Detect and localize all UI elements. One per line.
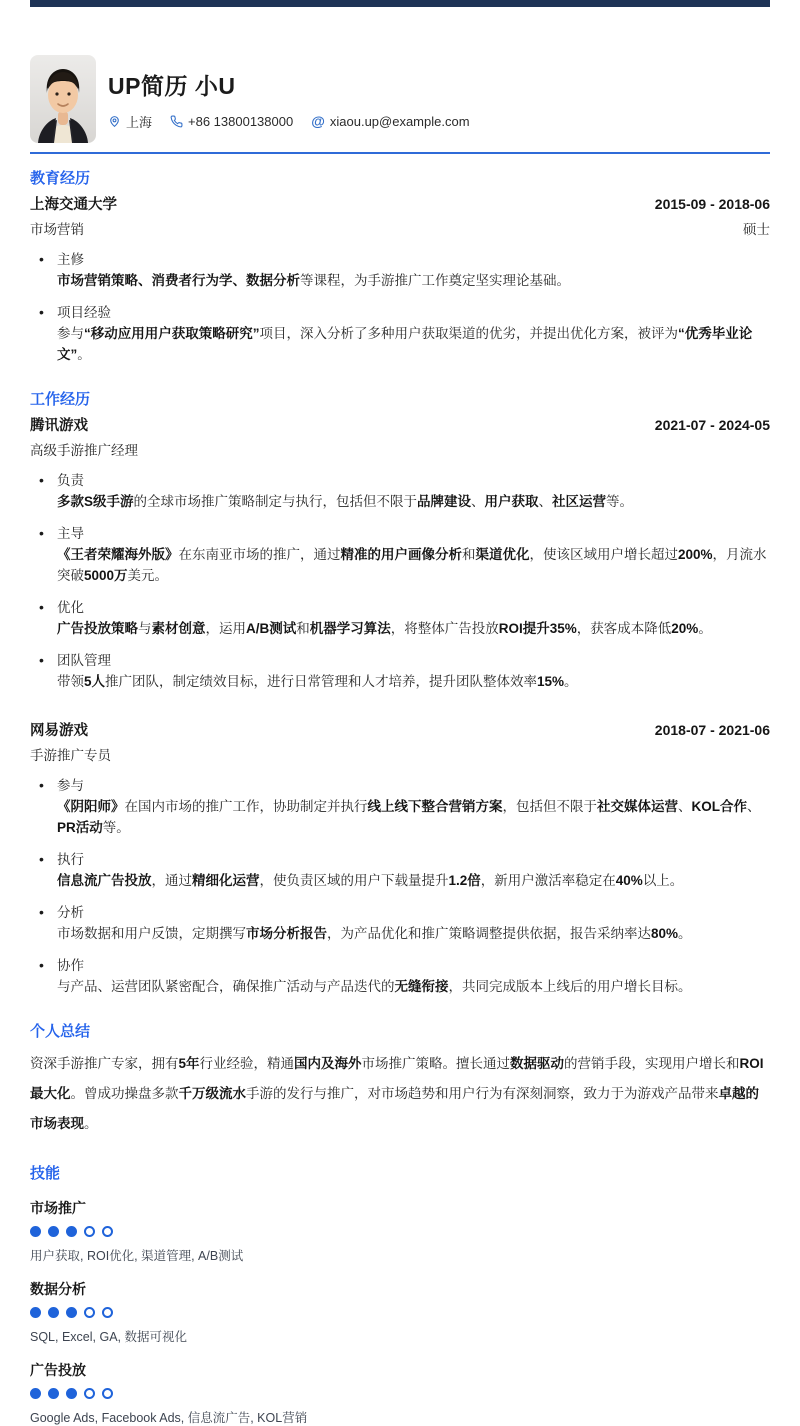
bullet-body: 广告投放策略与素材创意，运用A/B测试和机器学习算法，将整体广告投放ROI提升35%，获客成本降低20%。 [57, 621, 712, 636]
company-role: 手游推广专员 [30, 748, 111, 763]
portrait-illustration [30, 55, 96, 143]
bullet-body: 市场营销策略、消费者行为学、数据分析等课程，为手游推广工作奠定坚实理论基础。 [57, 273, 570, 288]
company-date: 2018-07 - 2021-06 [654, 722, 770, 738]
section-title-education: 教育经历 [30, 170, 91, 187]
company-block-tencent [30, 409, 770, 692]
bullet-label: • 分析 [57, 905, 84, 920]
company-bullets [30, 470, 770, 692]
company-name: 腾讯游戏 [30, 418, 88, 434]
skill-name: 广告投放 [30, 1362, 86, 1378]
school-name: 上海交通大学 [30, 197, 117, 213]
section-title-skills: 技能 [30, 1165, 61, 1182]
section-title-summary: 个人总结 [30, 1023, 91, 1040]
skill-dot-filled [30, 1226, 41, 1237]
skill-ad-placement [30, 1360, 770, 1426]
bullet-body: 信息流广告投放，通过精细化运营，使负责区域的用户下载量提升1.2倍，新用户激活率稳定在40%以上。 [57, 873, 684, 888]
resume-page [0, 55, 800, 1426]
bullet-label: • 主导 [57, 526, 84, 541]
skill-keywords: 用户获取, ROI优化, 渠道管理, A/B测试 [30, 1249, 244, 1263]
skill-dot-empty [102, 1226, 113, 1237]
bullet-body: 《阴阳师》在国内市场的推广工作，协助制定并执行线上线下整合营销方案，包括但不限于社交媒体运营、KOL合作、PR活动等。 [57, 799, 761, 835]
skill-keywords: Google Ads, Facebook Ads, 信息流广告, KOL营销 [30, 1411, 308, 1425]
profile-photo [30, 55, 96, 143]
skill-level-dots [30, 1307, 770, 1318]
bullet-body: 《王者荣耀海外版》在东南亚市场的推广，通过精准的用户画像分析和渠道优化，使该区域用户增长超过200%，月流水突破5000万美元。 [57, 547, 767, 583]
education-bullets [30, 249, 770, 365]
skill-data-analysis [30, 1279, 770, 1345]
list-item [30, 523, 770, 586]
list-item [30, 597, 770, 639]
company-bullets [30, 775, 770, 997]
skill-level-dots [30, 1388, 770, 1399]
bullet-label: • 主修 [57, 252, 84, 267]
skill-keywords: SQL, Excel, GA, 数据可视化 [30, 1330, 187, 1344]
location-text: 上海 [126, 114, 153, 130]
bullet-label: • 项目经验 [57, 305, 111, 320]
skill-name: 市场推广 [30, 1200, 86, 1216]
company-date: 2021-07 - 2024-05 [654, 417, 770, 433]
email-text: xiaou.up@example.com [329, 113, 470, 129]
bullet-label: • 参与 [57, 778, 84, 793]
list-item [30, 775, 770, 838]
location-item [108, 112, 152, 131]
email-item [311, 113, 469, 129]
header-info [108, 68, 470, 131]
company-org-row [30, 714, 770, 740]
skill-dot-filled [30, 1307, 41, 1318]
major: 市场营销 [30, 222, 84, 237]
skill-dot-empty [84, 1388, 95, 1399]
summary-paragraph: 资深手游推广专家，拥有5年行业经验，精通国内及海外市场推广策略。擅长通过数据驱动的营销手段，实现用户增长和ROI最大化。曾成功操盘多款千万级流水手游的发行与推广，对市场趋势和用户行为有深刻洞察，致力于为游戏产品带来卓越的市场表现。 [30, 1056, 764, 1131]
degree: 硕士 [743, 222, 770, 237]
section-title-work: 工作经历 [30, 391, 91, 408]
skill-dot-filled [66, 1307, 77, 1318]
company-org-row [30, 409, 770, 435]
at-icon: @ [311, 113, 325, 129]
phone-text: +86 13800138000 [188, 113, 294, 129]
bullet-label: • 优化 [57, 600, 84, 615]
skill-dot-filled [48, 1388, 59, 1399]
skill-dot-empty [84, 1307, 95, 1318]
bullet-label: • 协作 [57, 958, 84, 973]
candidate-name: UP简历 小U [108, 72, 236, 99]
skill-dot-empty [102, 1307, 113, 1318]
contact-row [108, 112, 470, 131]
bullet-body: 参与“移动应用用户获取策略研究”项目，深入分析了多种用户获取渠道的优劣，并提出优化方案，被评为“优秀毕业论文”。 [57, 326, 753, 362]
skill-dot-filled [66, 1226, 77, 1237]
education-org-row [30, 188, 770, 214]
list-item [30, 849, 770, 891]
phone-item [170, 114, 293, 129]
header-divider [30, 152, 770, 154]
header [30, 55, 770, 143]
list-item [30, 302, 770, 365]
bullet-body: 市场数据和用户反馈，定期撰写市场分析报告，为产品优化和推广策略调整提供依据，报告采纳率达80%。 [57, 926, 692, 941]
list-item [30, 650, 770, 692]
skill-dot-filled [48, 1307, 59, 1318]
education-sub-row [30, 218, 770, 238]
phone-icon [170, 115, 183, 128]
company-block-netease [30, 714, 770, 997]
bullet-body: 与产品、运营团队紧密配合，确保推广活动与产品迭代的无缝衔接，共同完成版本上线后的用户增长目标。 [57, 979, 692, 994]
skill-dot-empty [102, 1388, 113, 1399]
company-role: 高级手游推广经理 [30, 443, 138, 458]
bullet-label: • 执行 [57, 852, 84, 867]
skill-dot-filled [66, 1388, 77, 1399]
education-date: 2015-09 - 2018-06 [654, 196, 770, 212]
list-item [30, 470, 770, 512]
list-item [30, 955, 770, 997]
skill-level-dots [30, 1226, 770, 1237]
skill-marketing [30, 1198, 770, 1264]
bullet-label: • 团队管理 [57, 653, 111, 668]
bullet-body: 多款S级手游的全球市场推广策略制定与执行，包括但不限于品牌建设、用户获取、社区运营等。 [57, 494, 634, 509]
location-pin-icon [108, 114, 121, 129]
top-accent-bar [30, 0, 770, 7]
bullet-label: • 负责 [57, 473, 84, 488]
skill-name: 数据分析 [30, 1281, 86, 1297]
skill-dot-filled [48, 1226, 59, 1237]
skill-dot-filled [30, 1388, 41, 1399]
company-name: 网易游戏 [30, 723, 88, 739]
list-item [30, 249, 770, 291]
skill-dot-empty [84, 1226, 95, 1237]
bullet-body: 带领5人推广团队，制定绩效目标，进行日常管理和人才培养，提升团队整体效率15%。 [57, 674, 578, 689]
list-item [30, 902, 770, 944]
